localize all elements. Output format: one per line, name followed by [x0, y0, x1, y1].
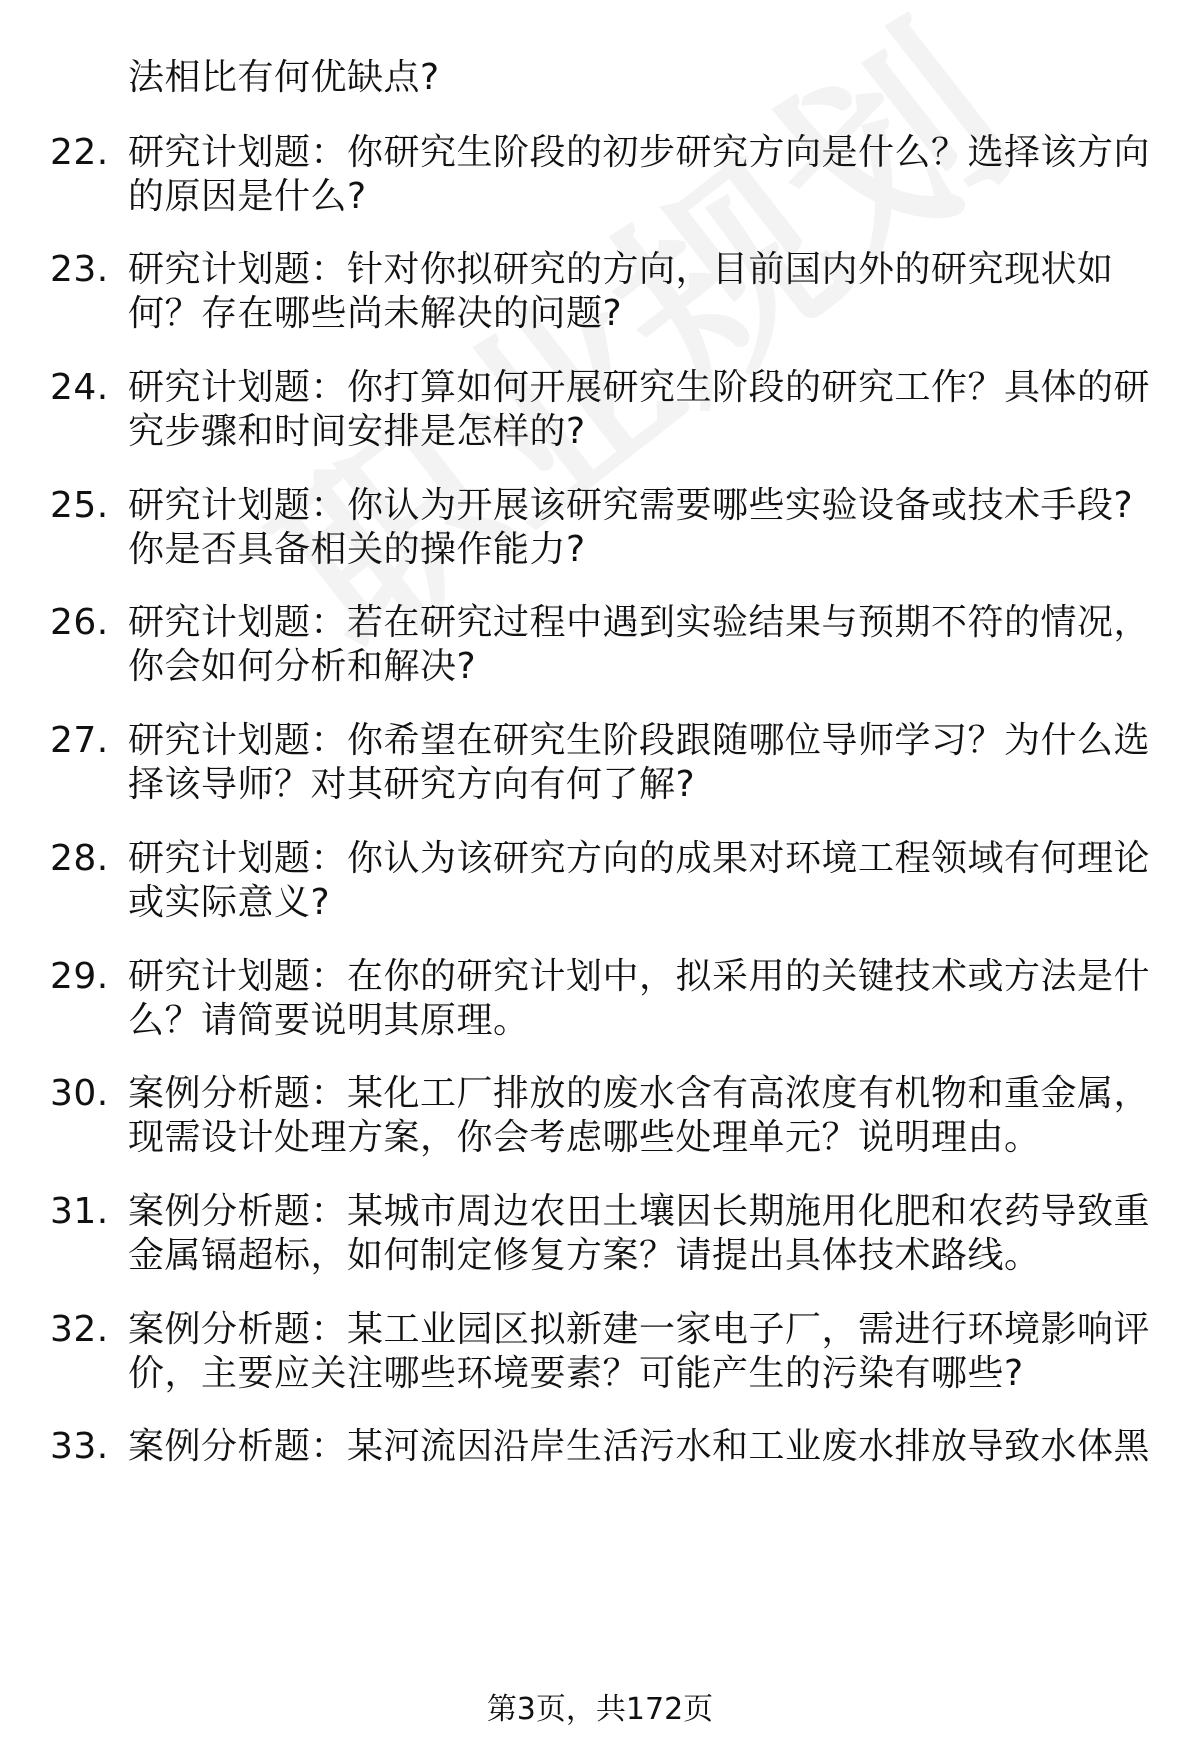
- question-text-line1: 案例分析题：某城市周边农田土壤因长期施用化肥和农药导致重: [128, 1191, 1151, 1232]
- question-text-line1: 研究计划题：你希望在研究生阶段跟随哪位导师学习？为什么选: [128, 720, 1151, 761]
- question-number: 27.: [50, 720, 109, 761]
- question-text-line2: 何？存在哪些尚未解决的问题?: [128, 293, 623, 334]
- question-text-line1: 研究计划题：针对你拟研究的方向，目前国内外的研究现状如: [128, 249, 1114, 290]
- question-text-line1: 案例分析题：某河流因沿岸生活污水和工业废水排放导致水体黑: [128, 1426, 1151, 1467]
- question-number: 26.: [50, 602, 109, 643]
- question-text-line1: 研究计划题：你打算如何开展研究生阶段的研究工作？具体的研: [128, 367, 1151, 408]
- question-text-line2: 的原因是什么?: [128, 176, 367, 217]
- question-number: 33.: [50, 1426, 109, 1467]
- question-number: 24.: [50, 367, 109, 408]
- question-text-line2: 择该导师？对其研究方向有何了解?: [128, 764, 696, 805]
- question-text-line1: 研究计划题：你认为该研究方向的成果对环境工程领域有何理论: [128, 838, 1151, 879]
- question-text-line2: 么？请简要说明其原理。: [128, 1000, 530, 1041]
- question-text-line2: 现需设计处理方案，你会考虑哪些处理单元？说明理由。: [128, 1117, 1041, 1158]
- question-number: 22.: [50, 132, 109, 173]
- question-text-line1: 研究计划题：你研究生阶段的初步研究方向是什么？选择该方向: [128, 132, 1151, 173]
- question-text-line2: 你会如何分析和解决?: [128, 646, 477, 687]
- question-number: 29.: [50, 956, 109, 997]
- question-number: 30.: [50, 1073, 109, 1114]
- question-number: 32.: [50, 1309, 109, 1350]
- question-text-line2: 究步骤和时间安排是怎样的?: [128, 411, 586, 452]
- watermark: [250, 3, 1041, 686]
- question-text-line1: 研究计划题：在你的研究计划中，拟采用的关键技术或方法是什: [128, 956, 1151, 997]
- question-number: 31.: [50, 1191, 109, 1232]
- question-number: 25.: [50, 485, 109, 526]
- question-text-line1: 研究计划题：若在研究过程中遇到实验结果与预期不符的情况，: [128, 602, 1151, 643]
- question-text-line2: 金属镉超标，如何制定修复方案？请提出具体技术路线。: [128, 1235, 1041, 1276]
- question-number: 28.: [50, 838, 109, 879]
- question-text-line2: 你是否具备相关的操作能力?: [128, 529, 586, 570]
- question-text-line1: 案例分析题：某工业园区拟新建一家电子厂，需进行环境影响评: [128, 1309, 1151, 1350]
- question-continuation: 法相比有何优缺点?: [128, 57, 440, 98]
- question-text-line1: 案例分析题：某化工厂排放的废水含有高浓度有机物和重金属，: [128, 1073, 1151, 1114]
- question-text-line1: 研究计划题：你认为开展该研究需要哪些实验设备或技术手段?: [128, 485, 1134, 526]
- page-number-footer: 第3页，共172页: [486, 1692, 714, 1727]
- question-number: 23.: [50, 249, 109, 290]
- question-text-line2: 价，主要应关注哪些环境要素？可能产生的污染有哪些?: [128, 1353, 1024, 1394]
- question-text-line2: 或实际意义?: [128, 882, 331, 923]
